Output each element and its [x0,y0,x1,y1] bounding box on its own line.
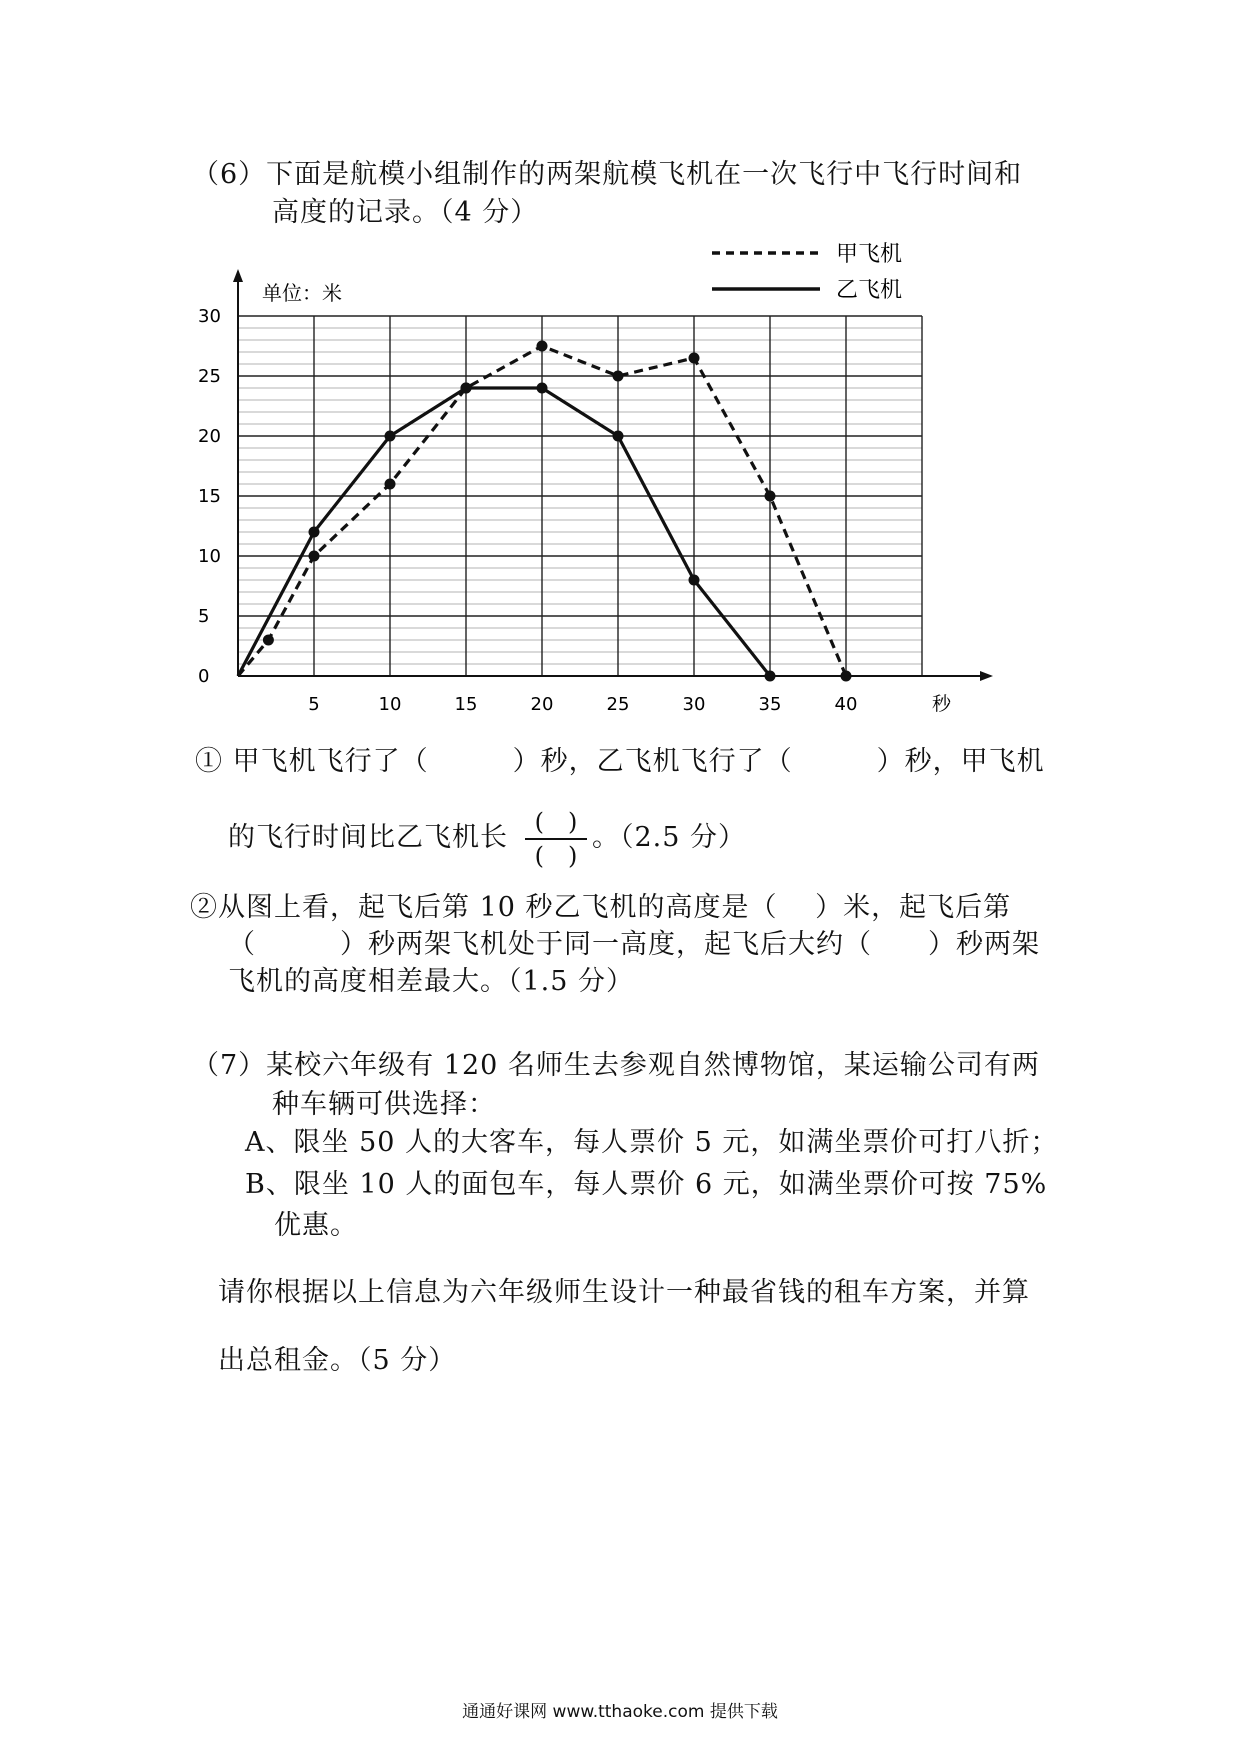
q7-option-b-line1: B、限坐 10 人的面包车，每人票价 6 元，如满坐票价可按 75% [245,1169,1048,1200]
x-tick-label: 15 [454,694,478,715]
fraction-numerator: ( ) [534,808,578,836]
q7-line2: 种车辆可供选择： [272,1089,496,1120]
data-point [537,383,548,394]
data-point [613,431,624,442]
y-tick-label: 10 [198,546,221,567]
q6-sub1-line2 [228,815,508,854]
data-point [385,479,396,490]
data-point [689,575,700,586]
chart-axes [233,269,993,681]
series-lines [238,341,852,682]
data-point [765,491,776,502]
data-point [461,383,472,394]
q7-option-a: A、限坐 50 人的大客车，每人票价 5 元，如满坐票价可打八折； [245,1127,1059,1158]
x-tick-label: 20 [530,694,554,715]
y-tick-label: 20 [198,426,221,447]
data-point [385,431,396,442]
y-tick-label: 25 [198,366,221,387]
data-point [263,635,274,646]
footer-source: 通通好课网 www.tthaoke.com 提供下载 [462,1702,778,1722]
data-point [309,527,320,538]
y-tick-label: 0 [198,666,210,687]
x-tick-label: 40 [834,694,858,715]
flight-chart [0,0,1240,720]
tick-labels [198,306,857,715]
q6-sub2-line1: ②从图上看，起飞后第 10 秒乙飞机的高度是（ ）米，起飞后第 [190,892,1012,923]
q6-sub1-line2-text: 的飞行时间比乙飞机长 [228,822,508,853]
y-tick-label: 5 [198,606,210,627]
fraction-denominator: ( ) [534,842,578,870]
grid-minor [238,316,922,664]
y-tick-label: 30 [198,306,221,327]
fraction-bar [525,838,587,840]
legend-label: 甲飞机 [836,242,903,267]
q7-line3: 请你根据以上信息为六年级师生设计一种最省钱的租车方案，并算 [218,1277,1030,1308]
q6-sub1-line1: ① 甲飞机飞行了（ ）秒，乙飞机飞行了（ ）秒，甲飞机 [195,746,1045,777]
y-tick-label: 15 [198,486,221,507]
q6-line1: （6）下面是航模小组制作的两架航模飞机在一次飞行中飞行时间和 [192,159,1023,190]
q6-sub2-line3: 飞机的高度相差最大。（1.5 分） [228,966,635,997]
x-unit-label: 秒 [932,693,952,715]
q7-line1: （7）某校六年级有 120 名师生去参观自然博物馆，某运输公司有两 [192,1050,1040,1081]
x-axis-arrow [980,671,993,681]
x-tick-label: 10 [378,694,402,715]
data-point [841,671,852,682]
legend-label: 乙飞机 [836,278,903,303]
data-point [613,371,624,382]
q6-sub1-line2-tail: 。（2.5 分） [592,822,747,853]
data-point [309,551,320,562]
q7-option-b-line2: 优惠。 [274,1210,358,1241]
q6-line2: 高度的记录。（4 分） [272,197,539,228]
x-tick-label: 30 [682,694,706,715]
y-axis-arrow [233,269,243,282]
y-unit-label: 单位：米 [262,281,342,305]
x-tick-label: 35 [758,694,782,715]
q6-sub2-line2: （ ）秒两架飞机处于同一高度，起飞后大约（ ）秒两架 [228,929,1040,960]
answer-fraction [525,807,587,871]
x-tick-label: 25 [606,694,630,715]
x-tick-label: 5 [308,694,320,715]
data-point [689,353,700,364]
data-point [765,671,776,682]
chart-legend [712,242,902,303]
q7-line4: 出总租金。（5 分） [218,1345,457,1376]
data-point [537,341,548,352]
